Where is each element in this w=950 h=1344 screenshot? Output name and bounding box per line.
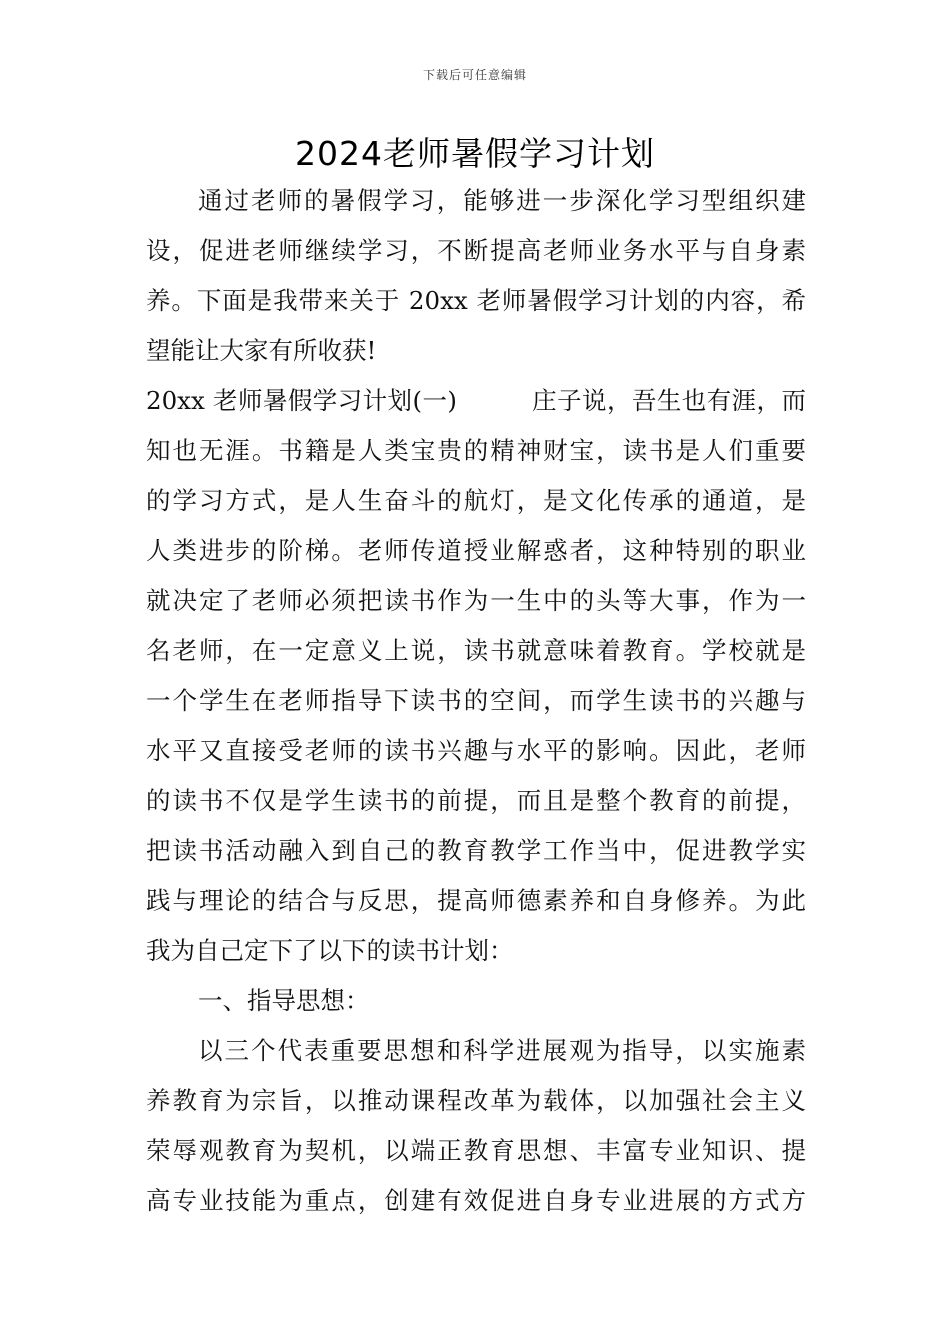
header-note: 下载后可任意编辑 (422, 68, 527, 82)
text-line: 一个学生在老师指导下读书的空间，而学生读书的兴趣与 (146, 686, 806, 715)
text-line: 养教育为宗旨，以推动课程改革为载体，以加强社会主义 (146, 1086, 806, 1115)
text-line: 20xx 老师暑假学习计划(一) 庄子说，吾生也有涯，而 (146, 386, 806, 415)
text-line: 把读书活动融入到自己的教育教学工作当中，促进教学实 (146, 836, 806, 865)
text-line: 的学习方式，是人生奋斗的航灯，是文化传承的通道，是 (146, 486, 806, 515)
text-line: 知也无涯。书籍是人类宝贵的精神财宝，读书是人们重要 (146, 436, 806, 465)
text-line: 践与理论的结合与反思，提高师德素养和自身修养。为此 (146, 886, 806, 915)
document-title: 2024老师暑假学习计划 (295, 134, 655, 173)
text-line: 一、指导思想： (198, 986, 370, 1015)
text-line: 就决定了老师必须把读书作为一生中的头等大事，作为一 (146, 586, 806, 615)
text-line: 我为自己定下了以下的读书计划： (146, 936, 514, 965)
text-line: 以三个代表重要思想和科学进展观为指导，以实施素 (198, 1036, 806, 1065)
text-line: 水平又直接受老师的读书兴趣与水平的影响。因此，老师 (146, 736, 806, 765)
text-line: 高专业技能为重点，创建有效促进自身专业进展的方式方 (146, 1186, 806, 1215)
text-line: 望能让大家有所收获! (146, 336, 377, 365)
document-body (146, 176, 806, 1226)
text-line: 养。下面是我带来关于 20xx 老师暑假学习计划的内容，希 (146, 286, 806, 315)
text-line: 的读书不仅是学生读书的前提，而且是整个教育的前提， (146, 786, 806, 815)
text-line: 设，促进老师继续学习，不断提高老师业务水平与自身素 (146, 236, 806, 265)
text-line: 通过老师的暑假学习，能够进一步深化学习型组织建 (198, 186, 806, 215)
text-line: 荣辱观教育为契机，以端正教育思想、丰富专业知识、提 (146, 1136, 806, 1165)
text-line: 人类进步的阶梯。老师传道授业解惑者，这种特别的职业 (146, 536, 806, 565)
text-line: 名老师，在一定意义上说，读书就意味着教育。学校就是 (146, 636, 806, 665)
